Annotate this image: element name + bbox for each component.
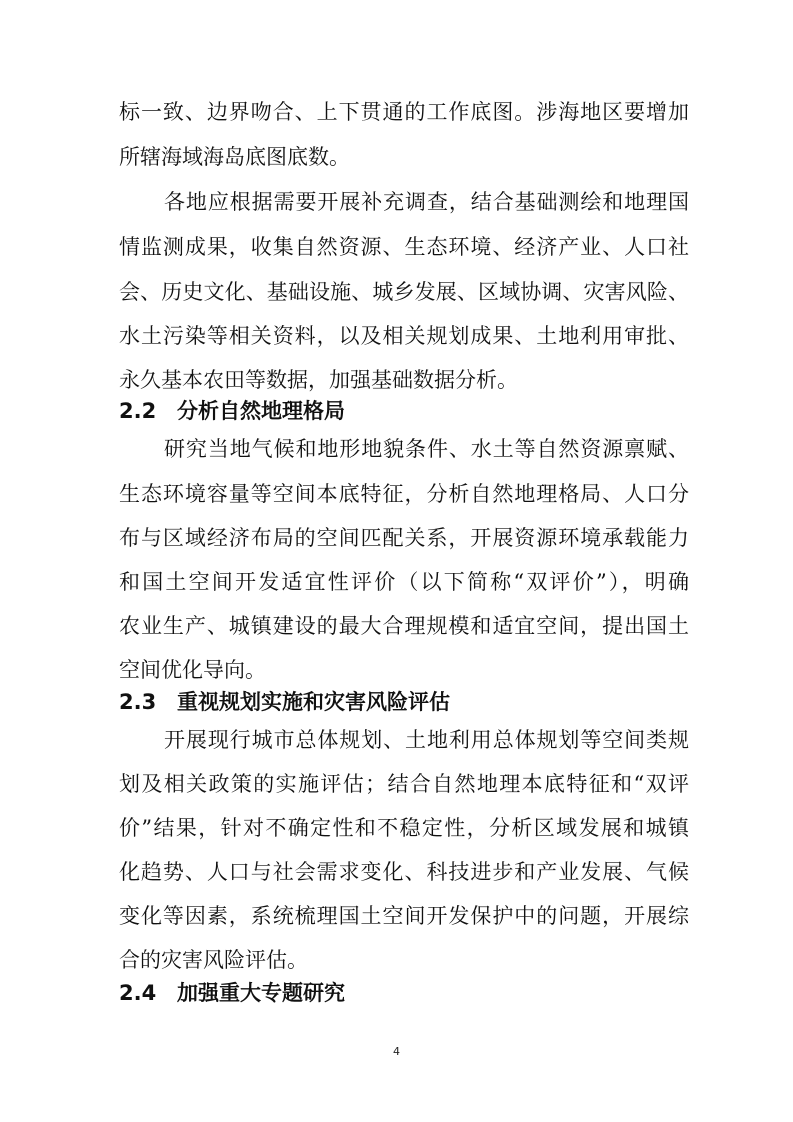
paragraph-line: 会、历史文化、基础设施、城乡发展、区域协调、灾害风险、 bbox=[119, 280, 689, 304]
paragraph-line: 生态环境容量等空间本底特征，分析自然地理格局、人口分 bbox=[119, 482, 689, 506]
paragraph-line: 化趋势、人口与社会需求变化、科技进步和产业发展、气候 bbox=[119, 860, 689, 884]
paragraph-line: 空间优化导向。 bbox=[119, 658, 266, 682]
paragraph-line: 水土污染等相关资料，以及相关规划成果、土地利用审批、 bbox=[119, 324, 689, 348]
paragraph-line: 情监测成果，收集自然资源、生态环境、经济产业、人口社 bbox=[119, 235, 689, 259]
section-title: 分析自然地理格局 bbox=[177, 399, 345, 423]
paragraph-line: 开展现行城市总体规划、土地利用总体规划等空间类规 bbox=[164, 728, 689, 752]
paragraph-line: 价”结果，针对不确定性和不稳定性，分析区域发展和城镇 bbox=[119, 816, 689, 840]
section-title: 重视规划实施和灾害风险评估 bbox=[177, 690, 450, 714]
paragraph-line: 合的灾害风险评估。 bbox=[119, 948, 308, 972]
section-number: 2.3 bbox=[119, 690, 157, 714]
paragraph-line: 各地应根据需要开展补充调查，结合基础测绘和地理国 bbox=[164, 190, 689, 214]
page-number: 4 bbox=[393, 1045, 400, 1058]
section-heading-2-2 bbox=[119, 397, 345, 425]
paragraph-line: 布与区域经济布局的空间匹配关系，开展资源环境承载能力 bbox=[119, 526, 689, 550]
section-number: 2.4 bbox=[119, 981, 157, 1005]
section-title: 加强重大专题研究 bbox=[177, 981, 345, 1005]
paragraph-line: 永久基本农田等数据，加强基础数据分析。 bbox=[119, 368, 518, 392]
paragraph-line: 农业生产、城镇建设的最大合理规模和适宜空间，提出国土 bbox=[119, 614, 689, 638]
paragraph-line: 研究当地气候和地形地貌条件、水土等自然资源禀赋、 bbox=[164, 437, 689, 461]
paragraph-line: 变化等因素，系统梳理国土空间开发保护中的问题，开展综 bbox=[119, 904, 689, 928]
paragraph-line: 划及相关政策的实施评估；结合自然地理本底特征和“双评 bbox=[119, 772, 689, 796]
paragraph-line: 所辖海域海岛底图底数。 bbox=[119, 145, 350, 169]
section-heading-2-3 bbox=[119, 688, 450, 716]
section-heading-2-4 bbox=[119, 979, 345, 1007]
section-number: 2.2 bbox=[119, 399, 157, 423]
paragraph-line: 和国土空间开发适宜性评价（以下简称“双评价”），明确 bbox=[119, 570, 689, 594]
paragraph-line: 标一致、边界吻合、上下贯通的工作底图。涉海地区要增加 bbox=[119, 100, 689, 124]
